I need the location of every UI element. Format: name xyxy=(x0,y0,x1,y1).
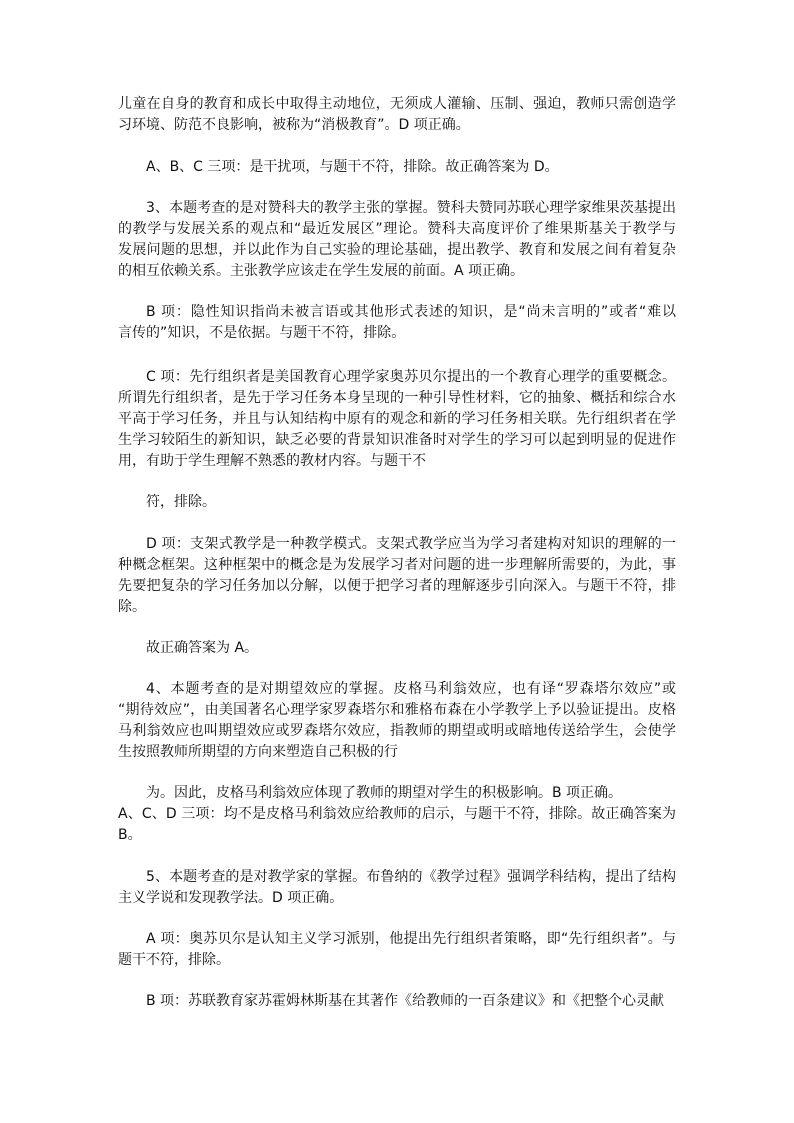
text-line: A、C、D 三项：均不是皮格马利翁效应给教师的启示，与题干不符，排除。故正确答案为 xyxy=(118,806,676,822)
paragraph xyxy=(118,492,676,513)
text-line: 的相互依赖关系。主张教学应该走在学生发展的前面。A 项正确。 xyxy=(118,263,525,279)
text-line: 主义学说和发现教学法。D 项正确。 xyxy=(118,890,344,906)
paragraph xyxy=(118,534,676,618)
paragraph xyxy=(118,929,676,971)
text-line: 先要把复杂的学习任务加以分解，以便于把学习者的理解逐步引向深入。与题干不符，排 xyxy=(118,578,676,594)
paragraph xyxy=(118,867,676,909)
text-line: 题干不符，排除。 xyxy=(118,952,230,968)
paragraph xyxy=(118,302,676,344)
text-line: 儿童在自身的教育和成长中取得主动地位，无须成人灌输、压制、强迫，教师只需创造学 xyxy=(118,96,676,112)
text-line: 4、本题考查的是对期望效应的掌握。皮格马利翁效应，也有译“罗森塔尔效应”或 xyxy=(146,681,676,697)
text-line: B 项：隐性知识指尚未被言语或其他形式表述的知识，是“尚未言明的”或者“难以 xyxy=(146,304,676,320)
text-line: 言传的”知识，不是依据。与题干不符，排除。 xyxy=(118,325,406,341)
text-line: A 项：奥苏贝尔是认知主义学习派别，他提出先行组织者策略，即“先行组织者”。与 xyxy=(146,931,676,947)
text-line: 的教学与发展关系的观点和“最近发展区”理论。赞科夫高度评价了维果斯基关于教学与 xyxy=(118,221,676,237)
text-line: 用，有助于学生理解不熟悉的教材内容。与题干不 xyxy=(118,453,426,469)
paragraph xyxy=(118,94,676,136)
text-line: 3、本题考查的是对赞科夫的教学主张的掌握。赞科夫赞同苏联心理学家维果茨基提出 xyxy=(146,200,676,216)
text-line: B。 xyxy=(118,827,142,843)
text-line: 除。 xyxy=(118,599,146,615)
text-line: 故正确答案为 A。 xyxy=(146,640,259,656)
paragraph xyxy=(118,679,676,763)
paragraph xyxy=(118,157,676,178)
text-line: 习环境、防范不良影响，被称为“消极教育”。D 项正确。 xyxy=(118,117,470,133)
text-line: B 项：苏联教育家苏霍姆林斯基在其著作《给教师的一百条建议》和《把整个心灵献 xyxy=(146,993,665,1009)
paragraph xyxy=(118,367,676,472)
paragraph xyxy=(118,638,676,659)
text-line: 5、本题考查的是对教学家的掌握。布鲁纳的《教学过程》强调学科结构，提出了结构 xyxy=(146,869,676,885)
text-line: 马利翁效应也叫期望效应或罗森塔尔效应，指教师的期望或明或暗地传送给学生，会使学 xyxy=(118,723,676,739)
text-line: “期待效应”，由美国著名心理学家罗森塔尔和雅格布森在小学教学上予以验证提出。皮格 xyxy=(118,702,676,718)
text-line: 种概念框架。这种框架中的概念是为发展学习者对问题的进一步理解所需要的，为此，事 xyxy=(118,557,676,573)
paragraph xyxy=(118,198,676,282)
text-line: 所谓先行组织者，是先于学习任务本身呈现的一种引导性材料，它的抽象、概括和综合水 xyxy=(118,390,676,406)
text-line: C 项：先行组织者是美国教育心理学家奥苏贝尔提出的一个教育心理学的重要概念。 xyxy=(146,369,676,385)
text-line: 为。因此，皮格马利翁效应体现了教师的期望对学生的积极影响。B 项正确。 xyxy=(146,785,623,801)
text-line: 生学习较陌生的新知识，缺乏必要的背景知识准备时对学生的学习可以起到明显的促进作 xyxy=(118,432,676,448)
text-line: 符，排除。 xyxy=(146,494,216,510)
paragraph xyxy=(118,783,676,846)
text-line: 生按照教师所期望的方向来塑造自己积极的行 xyxy=(118,744,398,760)
paragraph xyxy=(118,991,676,1012)
text-line: A、B、C 三项：是干扰项，与题干不符，排除。故正确答案为 D。 xyxy=(146,159,559,175)
text-line: 发展问题的思想，并以此作为自己实验的理论基础，提出教学、教育和发展之间有着复杂 xyxy=(118,242,676,258)
text-line: 平高于学习任务，并且与认知结构中原有的观念和新的学习任务相关联。先行组织者在学 xyxy=(118,411,676,427)
text-line: D 项：支架式教学是一种教学模式。支架式教学应当为学习者建构对知识的理解的一 xyxy=(146,536,676,552)
